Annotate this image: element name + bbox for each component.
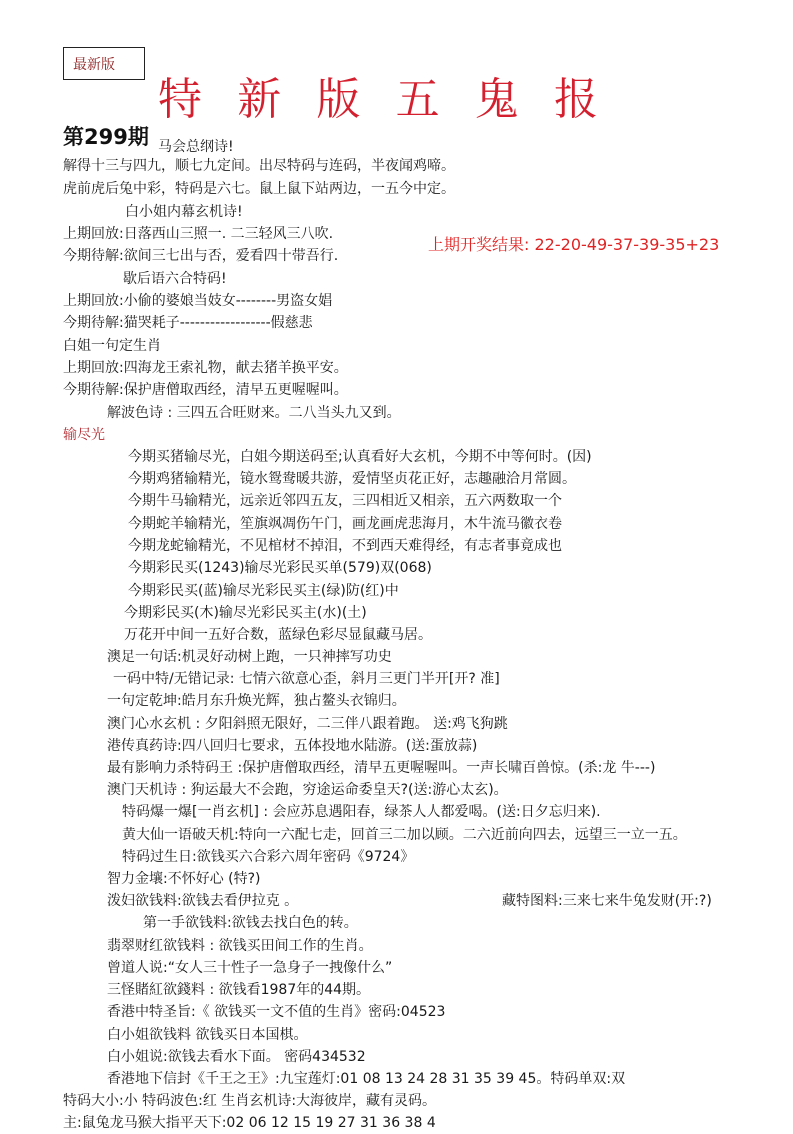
text-line: 一码中特/无错记录: 七情六欲意心歪，斜月三更门半开[开? 准] (113, 671, 500, 687)
text-line: 白小姐欲钱料 欲钱买日本国棋。 (107, 1027, 308, 1043)
text-line: 澳足一句话:机灵好动树上跑，一只神摔写功史 (107, 649, 392, 665)
text-line: 马会总纲诗! (158, 139, 234, 155)
title-char: 五 (395, 74, 440, 125)
text-line: 今期彩民买(木)输尽光彩民买主(水)(土) (124, 605, 367, 621)
text-line: 今期待解:猫哭耗子------------------假慈悲 (63, 315, 313, 331)
last-draw-numbers: 22-20-49-37-39-35+23 (534, 235, 720, 254)
text-line: 今期牛马输精光，远亲近邻四五友，三四相近又相亲，五六两数取一个 (128, 493, 562, 509)
title-char: 鬼 (474, 74, 519, 125)
text-line: 白小姐说:欲钱去看水下面。 密码434532 (107, 1049, 366, 1065)
text-line: 今期彩民买(1243)输尽光彩民买单(579)双(068) (128, 560, 432, 576)
page-title (158, 74, 598, 126)
text-line: 上期回放:小偷的婆娘当妓女--------男盗女娼 (63, 293, 333, 309)
text-line: 今期买猪输尽光，白姐今期送码至;认真看好大玄机，今期不中等何时。(因) (128, 449, 592, 465)
text-line: 藏特图料:三来七来牛兔发财(开:?) (502, 893, 712, 909)
text-line: 港传真药诗:四八回归七要求，五体投地水陆游。(送:蛋放蒜) (107, 738, 478, 754)
text-line: 三怪賭紅欲錢料 : 欲钱看1987年的44期。 (107, 982, 371, 998)
text-line: 香港地下信封《千王之王》:九宝莲灯:01 08 13 24 28 31 35 39 45。特码单双:双 (107, 1071, 626, 1087)
text-line: 解得十三与四九，顺七九定间。出尽特码与连码，半夜闻鸡啼。 (63, 158, 455, 174)
text-line: 第一手欲钱料:欲钱去找白色的转。 (143, 915, 358, 931)
text-line: 万花开中间一五好合数，蓝绿色彩尽显鼠藏马居。 (124, 627, 432, 643)
text-line: 上期回放:日落西山三照一. 二三轻风三八吹. (63, 226, 334, 242)
text-line: 特码爆一爆[一肖玄机] : 会应苏息遇阳春，绿茶人人都爱喝。(送:日夕忘归来). (122, 804, 601, 820)
text-line: 一句定乾坤:皓月东升焕光辉，独占鳌头衣锦归。 (107, 693, 406, 709)
text-line: 曾道人说:“女人三十性子一急身子一拽像什么” (107, 960, 393, 976)
text-line: 翡翠财红欲钱料 : 欲钱买田间工作的生肖。 (107, 938, 373, 954)
issue-number: 第299期 (63, 125, 149, 149)
text-line: 今期待解:欲间三七出与否，爱看四十带吾行. (63, 248, 339, 264)
last-draw-label: 上期开奖结果: (428, 235, 530, 254)
text-line: 特码过生日:欲钱买六合彩六周年密码《9724》 (122, 849, 415, 865)
text-line: 上期回放:四海龙王索礼物，献去猪羊换平安。 (63, 360, 348, 376)
text-line: 黄大仙一语破天机:特向一六配七走，回首三二加以顾。二六近前向四去，远望三一立一五。 (122, 827, 687, 843)
text-line: 今期蛇羊输精光，笙旗飒凋伤午门，画龙画虎悲海月，木牛流马徽衣卷 (128, 516, 562, 532)
text-line: 白姐一句定生肖 (63, 338, 161, 354)
text-line: 今期龙蛇输精光，不见棺材不掉泪，不到西天难得经，有志者事竟成也 (128, 538, 562, 554)
text-line: 虎前虎后兔中彩，特码是六七。鼠上鼠下站两边，一五今中定。 (63, 181, 455, 197)
text-line: 主:鼠兔龙马猴大指平天下:02 06 12 15 19 27 31 36 38 4 (63, 1115, 436, 1131)
badge-label: 最新版 (73, 56, 115, 73)
title-char: 新 (237, 74, 282, 125)
title-char: 报 (553, 74, 598, 125)
last-draw-result (428, 234, 719, 256)
title-char: 特 (158, 74, 202, 125)
text-line: 今期鸡猪输精光，镜水鸳鸯暖共游，爱情坚贞花正好，志趣融洽月常圆。 (128, 471, 576, 487)
text-line: 今期彩民买(蓝)输尽光彩民买主(绿)防(红)中 (128, 583, 399, 599)
title-char: 版 (316, 74, 361, 125)
text-line: 歇后语六合特码! (123, 271, 227, 287)
text-line: 特码大小:小 特码波色:红 生肖玄机诗:大海彼岸，藏有灵码。 (63, 1093, 437, 1109)
text-line: 智力金壤:不怀好心 (特?) (107, 871, 261, 887)
text-line: 白小姐内幕玄机诗! (125, 204, 243, 220)
text-line: 最有影响力杀特码王 :保护唐僧取西经，清早五更喔喔叫。一声长啸百兽惊。(杀:龙 牛---) (107, 760, 656, 776)
text-line: 解波色诗 : 三四五合旺财来。二八当头九又到。 (107, 405, 401, 421)
text-line: 香港中特圣旨:《 欲钱买一文不值的生肖》密码:04523 (107, 1004, 446, 1020)
text-line: 今期待解:保护唐僧取西经，清早五更喔喔叫。 (63, 382, 348, 398)
text-line: 泼妇欲钱料:欲钱去看伊拉克 。 (107, 893, 299, 909)
text-line: 澳门心水玄机 : 夕阳斜照无限好，二三伴八跟着跑。 送:鸡飞狗跳 (107, 716, 508, 732)
latest-edition-badge (63, 47, 145, 80)
text-line: 澳门天机诗 : 狗运最大不会跑，穷途运命委皇天?(送:游心太玄)。 (107, 782, 508, 798)
text-line: 输尽光 (63, 427, 105, 443)
